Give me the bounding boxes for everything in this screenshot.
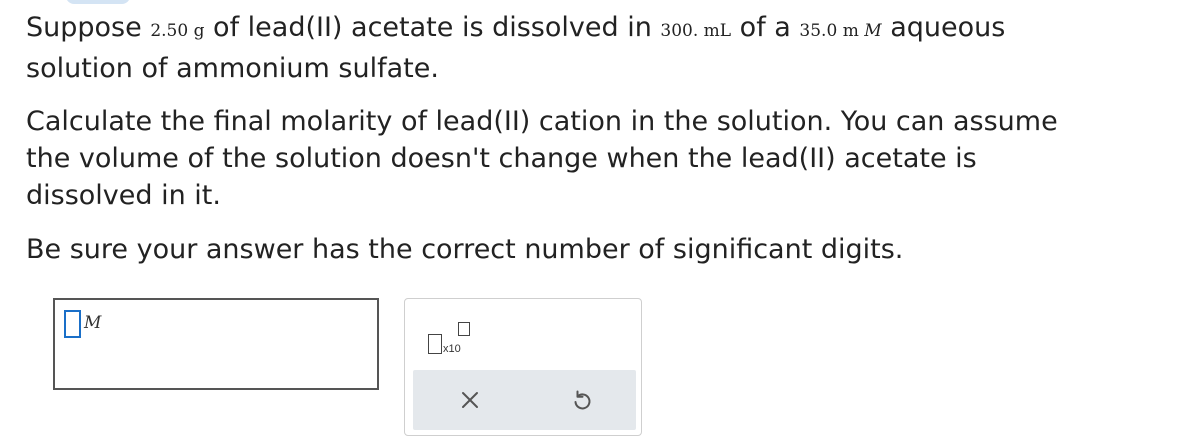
question-text-solution: solution of ammonium sulfate. — [26, 53, 439, 84]
scientific-notation-label: x10 — [443, 343, 461, 355]
undo-icon — [569, 387, 595, 413]
undo-button[interactable] — [569, 387, 595, 413]
mass-unit: g — [193, 21, 205, 41]
mass-value: 2.50 — [150, 21, 189, 41]
instruction-line-1: Calculate the final molarity of lead(II) cation in the solution. You can assume — [26, 106, 1058, 137]
scientific-notation-icon — [428, 334, 442, 354]
answer-unit-label: M — [84, 313, 102, 333]
answer-input-box[interactable] — [53, 298, 379, 390]
question-paragraph-1 — [26, 9, 1005, 87]
volume-value: 300. — [660, 21, 699, 41]
concentration-value: 35.0 — [799, 21, 838, 41]
instruction-line-3: dissolved in it. — [26, 180, 221, 211]
tool-panel — [404, 298, 642, 436]
concentration-prefix: m — [842, 21, 859, 41]
answer-input-field[interactable] — [64, 310, 81, 338]
scientific-notation-button[interactable] — [423, 317, 481, 359]
clear-button[interactable] — [457, 387, 483, 413]
question-paragraph-2 — [26, 103, 1058, 214]
exponent-box-icon — [458, 322, 470, 336]
question-text-suppose: Suppose — [26, 12, 151, 43]
question-text-of-a: of a — [731, 12, 800, 43]
question-text-aqueous: aqueous — [881, 12, 1006, 43]
close-icon — [457, 387, 483, 413]
question-text-dissolved: of lead(II) acetate is dissolved in — [204, 12, 661, 43]
volume-unit: mL — [703, 21, 732, 41]
instruction-line-2: the volume of the solution doesn't change when the lead(II) acetate is — [26, 143, 977, 174]
top-tab-decoration — [66, 0, 130, 4]
concentration-unit: M — [864, 21, 882, 41]
action-bar — [413, 370, 636, 430]
sig-figs-note: Be sure your answer has the correct number of significant digits. — [26, 234, 904, 265]
